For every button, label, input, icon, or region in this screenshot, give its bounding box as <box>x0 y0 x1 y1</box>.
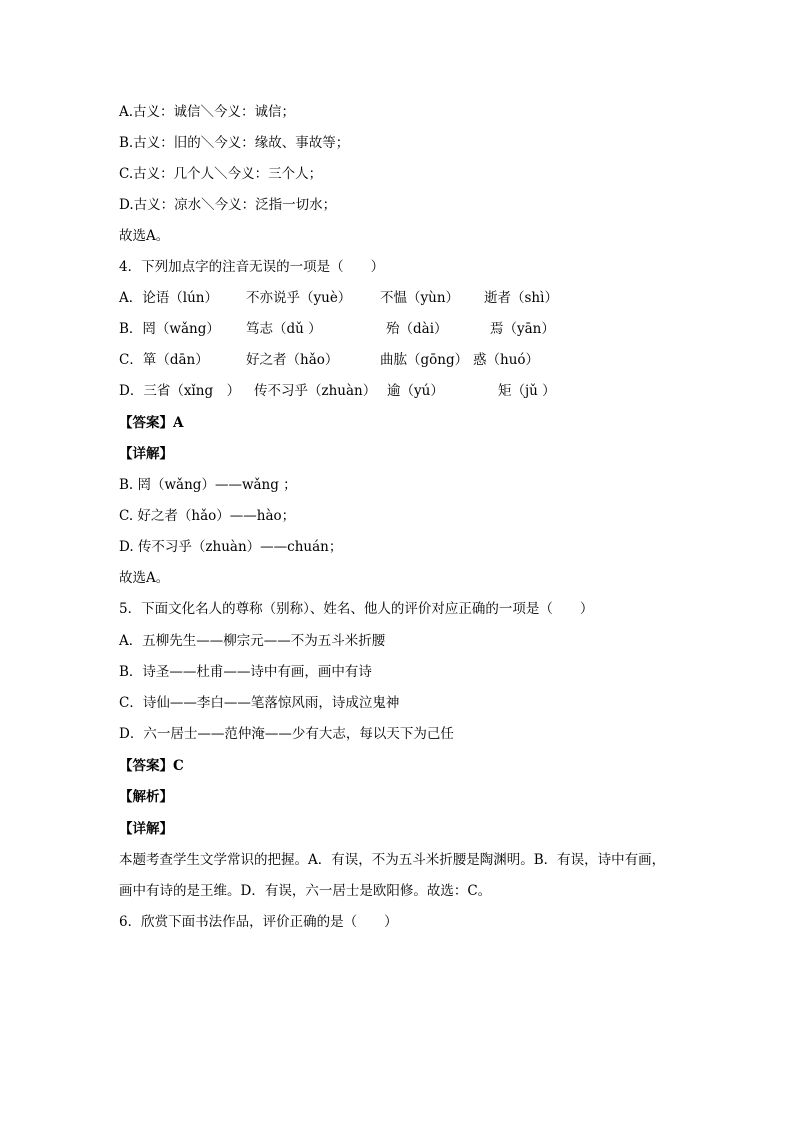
q5-analysis-heading: 【解析】 <box>119 789 173 805</box>
q4-detail-b: B. 罔（wǎng）——wǎng ； <box>119 477 297 493</box>
q4-option-a-item-1: 不亦说乎（yuè） <box>246 290 352 306</box>
q5-option-b: B．诗圣——杜甫——诗中有画，画中有诗 <box>119 664 372 680</box>
q4-option-a <box>119 289 558 307</box>
q4-detail-heading: 【详解】 <box>119 446 173 462</box>
q5-stem: 5．下面文化名人的尊称（别称）、姓名、他人的评价对应正确的一项是（ ） <box>119 601 594 617</box>
q3-explanation-c: C.古义：几个人＼今义：三个人； <box>119 166 323 182</box>
q4-option-c <box>119 351 540 369</box>
q3-explanation-d: D.古义：凉水＼今义：泛指一切水； <box>119 197 337 213</box>
q4-stem: 4．下列加点字的注音无误的一项是（ ） <box>119 259 385 275</box>
q4-option-b <box>119 320 555 338</box>
q4-option-d-item-3: 矩（jǔ ） <box>498 383 556 399</box>
q4-option-b-label: B．罔（wǎng） <box>119 321 220 337</box>
q5-detail-line-1: 本题考查学生文学常识的把握。A．有误，不为五斗米折腰是陶渊明。B．有误，诗中有画， <box>119 852 666 868</box>
q5-detail-line-2: 画中有诗的是王维。D．有误，六一居士是欧阳修。故选：C。 <box>119 883 492 899</box>
q3-explanation-b: B.古义：旧的＼今义：缘故、事故等； <box>119 135 350 151</box>
q4-option-d-item-2: 逾（yú） <box>387 383 444 399</box>
q5-option-a: A．五柳先生——柳宗元——不为五斗米折腰 <box>119 633 386 649</box>
q4-conclusion: 故选A。 <box>119 570 170 586</box>
q4-option-c-label: C．箪（dān） <box>119 352 209 368</box>
q6-stem: 6．欣赏下面书法作品，评价正确的是（ ） <box>119 914 398 930</box>
q5-detail-heading: 【详解】 <box>119 821 173 837</box>
q4-option-d-item-1: 传不习乎（zhuàn） <box>254 383 377 399</box>
q4-option-c-item-2: 曲肱（gōng） <box>380 352 469 368</box>
q4-option-c-item-3: 惑（huó） <box>473 352 540 368</box>
q4-option-d <box>119 382 556 400</box>
q3-conclusion: 故选A。 <box>119 228 170 244</box>
q3-explanation-a: A.古义：诚信＼今义：诚信； <box>119 104 296 120</box>
q4-option-b-item-1: 笃志（dǔ ） <box>246 321 322 337</box>
q5-option-d: D．六一居士——范仲淹——少有大志，每以天下为己任 <box>119 726 454 742</box>
q4-option-c-item-1: 好之者（hǎo） <box>246 352 339 368</box>
q5-answer: 【答案】C <box>119 758 184 774</box>
q4-detail-d: D. 传不习乎（zhuàn）——chuán； <box>119 539 343 555</box>
q4-answer: 【答案】A <box>119 415 184 431</box>
q5-option-c: C．诗仙——李白——笔落惊风雨，诗成泣鬼神 <box>119 695 400 711</box>
q4-option-b-item-2: 殆（dài） <box>386 321 448 337</box>
q4-option-a-item-2: 不愠（yùn） <box>380 290 460 306</box>
q4-option-b-item-3: 焉（yān） <box>490 321 555 337</box>
q4-detail-c: C. 好之者（hǎo）——hào； <box>119 508 296 524</box>
q4-option-d-label: D．三省（xǐng ） <box>119 383 241 399</box>
q4-option-a-label: A．论语（lún） <box>119 290 218 306</box>
q4-option-a-item-3: 逝者（shì） <box>484 290 558 306</box>
